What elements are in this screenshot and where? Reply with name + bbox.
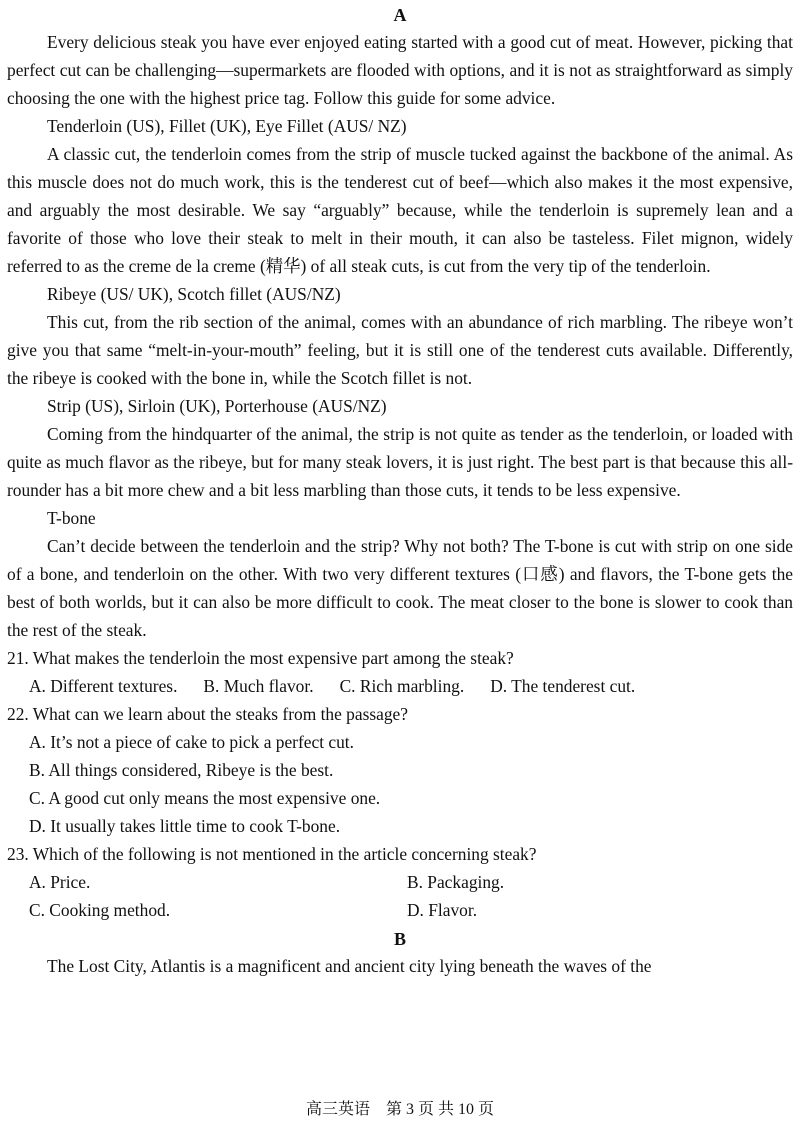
section-text-strip: Coming from the hindquarter of the animal, the strip is not quite as tender as the tenderloin, or loaded with quite as much flavor as the ribeye, but for many steak lovers, it is just right. The best part is that because this all-rounder has a bit more chew and a bit less marbling than those cuts, it tends to be less expensive. bbox=[7, 424, 793, 500]
section-title-ribeye: Ribeye (US/ UK), Scotch fillet (AUS/NZ) bbox=[47, 284, 341, 304]
option-22-d: D. It usually takes little time to cook T-bone. bbox=[29, 816, 341, 836]
option-21-a: A. Different textures. bbox=[29, 676, 178, 696]
option-23-b: B. Packaging. bbox=[407, 872, 505, 892]
option-22-c: C. A good cut only means the most expensive one. bbox=[29, 788, 381, 808]
question-23-stem: 23. Which of the following is not mentioned in the article concerning steak? bbox=[7, 844, 537, 864]
passage-a-heading: A bbox=[393, 5, 407, 25]
section-title-tbone: T-bone bbox=[47, 508, 96, 528]
question-21-stem: 21. What makes the tenderloin the most expensive part among the steak? bbox=[7, 648, 514, 668]
option-21-c: C. Rich marbling. bbox=[339, 676, 465, 696]
section-text-tenderloin: A classic cut, the tenderloin comes from the strip of muscle tucked against the backbone of the animal. As this muscle does not do much work, this is the tenderest cut of beef—which also makes it the most expensive, and arguably the most desirable. We say “arguably” because, while the tenderloin is supremely lean and a favorite of those who love their steak to melt in their mouth, it can also be tasteless. Filet mignon, widely referred to as the creme de la creme (精华) of all steak cuts, is cut from the very tip of the tenderloin. bbox=[7, 144, 793, 276]
section-text-ribeye: This cut, from the rib section of the animal, comes with an abundance of rich marbling. The ribeye won’t give you that same “melt-in-your-mouth” feeling, but it is still one of the tenderest cuts available. Differently, the ribeye is cooked with the bone in, while the Scotch fillet is not. bbox=[7, 312, 793, 388]
section-title-strip: Strip (US), Sirloin (UK), Porterhouse (AUS/NZ) bbox=[47, 396, 387, 416]
option-23-d: D. Flavor. bbox=[407, 900, 478, 920]
option-23-c: C. Cooking method. bbox=[29, 900, 171, 920]
passage-b-heading: B bbox=[393, 929, 406, 949]
question-21-options bbox=[7, 672, 793, 700]
question-23-options bbox=[7, 868, 793, 924]
option-21-b: B. Much flavor. bbox=[203, 676, 314, 696]
page-footer: 高三英语 第 3 页 共 10 页 bbox=[305, 1101, 494, 1118]
passage-a-intro: Every delicious steak you have ever enjoyed eating started with a good cut of meat. However, picking that perfect cut can be challenging—supermarkets are flooded with options, and it is not as straightforward as simply choosing the one with the highest price tag. Follow this guide for some advice. bbox=[7, 32, 793, 108]
section-text-tbone: Can’t decide between the tenderloin and the strip? Why not both? The T-bone is cut with strip on one side of a bone, and tenderloin on the other. With two very different textures (口感) and flavors, the T-bone gets the best of both worlds, but it can also be more difficult to cook. The meat closer to the bone is slower to cook than the rest of the steak. bbox=[7, 536, 793, 640]
option-22-a: A. It’s not a piece of cake to pick a perfect cut. bbox=[29, 732, 354, 752]
option-22-b: B. All things considered, Ribeye is the best. bbox=[29, 760, 334, 780]
exam-page bbox=[7, 0, 793, 980]
option-23-a: A. Price. bbox=[29, 872, 91, 892]
option-21-d: D. The tenderest cut. bbox=[490, 676, 636, 696]
passage-b-intro: The Lost City, Atlantis is a magnificent and ancient city lying beneath the waves of the bbox=[47, 956, 652, 976]
question-22-stem: 22. What can we learn about the steaks from the passage? bbox=[7, 704, 408, 724]
section-title-tenderloin: Tenderloin (US), Fillet (UK), Eye Fillet (AUS/ NZ) bbox=[47, 116, 407, 136]
